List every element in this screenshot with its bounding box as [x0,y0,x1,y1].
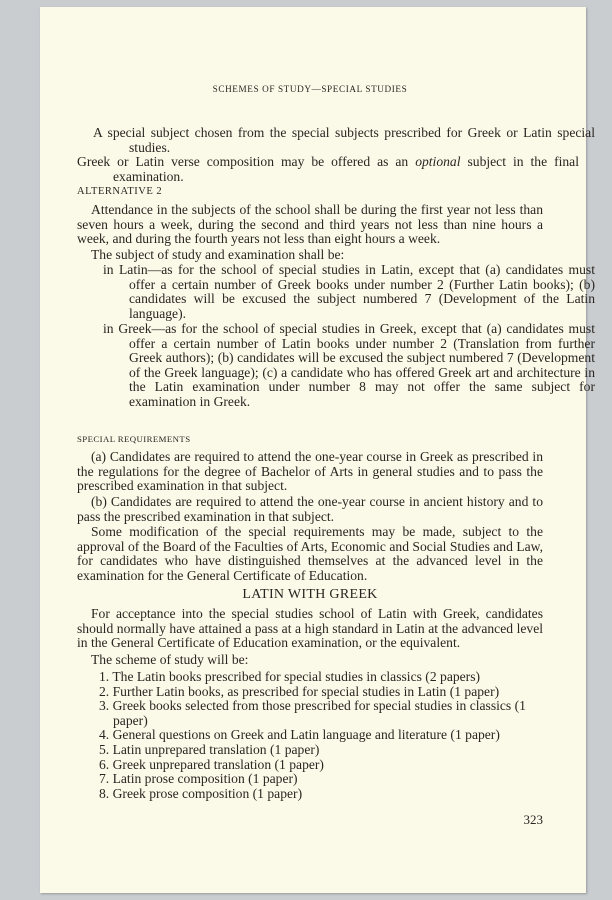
verse-composition-paragraph [77,155,579,184]
modification-paragraph: Some modification of the special requirements may be made, subject to the approval of the Board of the Faculties of Arts, Economic and Social Studies and Law, for candidates who have distinguished themselves at the advanced level in the examination for the General Certificate of Education. [77,524,543,583]
page-number: 323 [523,812,543,827]
acceptance-paragraph: For acceptance into the special studies school of Latin with Greek, candidates should normally have attained a pass at a high standard in Latin at the advanced level in the General Certificate of Education examination, or the equivalent. [77,606,543,651]
scheme-item: 1. The Latin books prescribed for special studies in classics (2 papers) [99,669,481,684]
in-latin-paragraph: in Latin—as for the school of special studies in Latin, except that (a) candidates must offer a certain number of Greek books under number 2 (Further Latin books); (b) candidates will be excused the subject numbered 7 (Development of the Latin language). [103,262,595,321]
scheme-item: 6. Greek unprepared translation (1 paper) [99,756,324,772]
scheme-item: 4. General questions on Greek and Latin language and literature (1 paper) [99,727,500,743]
scheme-item: 8. Greek prose composition (1 paper) [99,785,303,801]
attendance-paragraph: Attendance in the subjects of the school shall be during the first year not less than seven hours a week, during the second and third years not less than nine hours a week, and during the fourth years not less than eight hours a week. [77,202,543,247]
scheme-item: 7. Latin prose composition (1 paper) [99,771,298,787]
document-page [40,7,595,893]
latin-with-greek-heading: LATIN WITH GREEK [242,587,378,602]
alternative-2-heading: ALTERNATIVE 2 [77,186,163,197]
special-requirements-heading: SPECIAL REQUIREMENTS [77,434,191,444]
scheme-intro: The scheme of study will be: [91,652,249,667]
verse-text-pre: Greek or Latin verse composition may be offered as an [77,154,416,169]
verse-text-post: subject in the final examination. [113,154,579,184]
scheme-item: 5. Latin unprepared translation (1 paper) [99,741,320,757]
subject-intro: The subject of study and examination shall be: [91,247,345,262]
scheme-item: 3. Greek books selected from those prescribed for special studies in classics (1 paper) [99,698,526,728]
special-subject-paragraph: A special subject chosen from the special subjects prescribed for Greek or Latin special studies. [93,125,595,155]
in-greek-paragraph: in Greek—as for the school of special studies in Greek, except that (a) candidates must offer a certain number of Latin books under number 2 (Translation from further Greek authors); (b) candidates will be excused the subject numbered 7 (Development of the Greek language); (c) a candidate who has offered Greek art and architecture in the Latin examination under number 8 may not offer the same subject for examination in Greek. [103,321,595,409]
running-head: SCHEMES OF STUDY—SPECIAL STUDIES [212,84,408,94]
requirement-a: (a) Candidates are required to attend the one-year course in Greek as prescribed in the regulations for the degree of Bachelor of Arts in general studies and to pass the prescribed examination in that subject. [77,449,543,494]
optional-emphasis: optional [415,154,461,169]
scheme-item: 2. Further Latin books, as prescribed for special studies in Latin (1 paper) [99,683,500,699]
scheme-list [77,670,557,801]
requirement-b: (b) Candidates are required to attend the one-year course in ancient history and to pass the prescribed examination in that subject. [77,494,543,524]
